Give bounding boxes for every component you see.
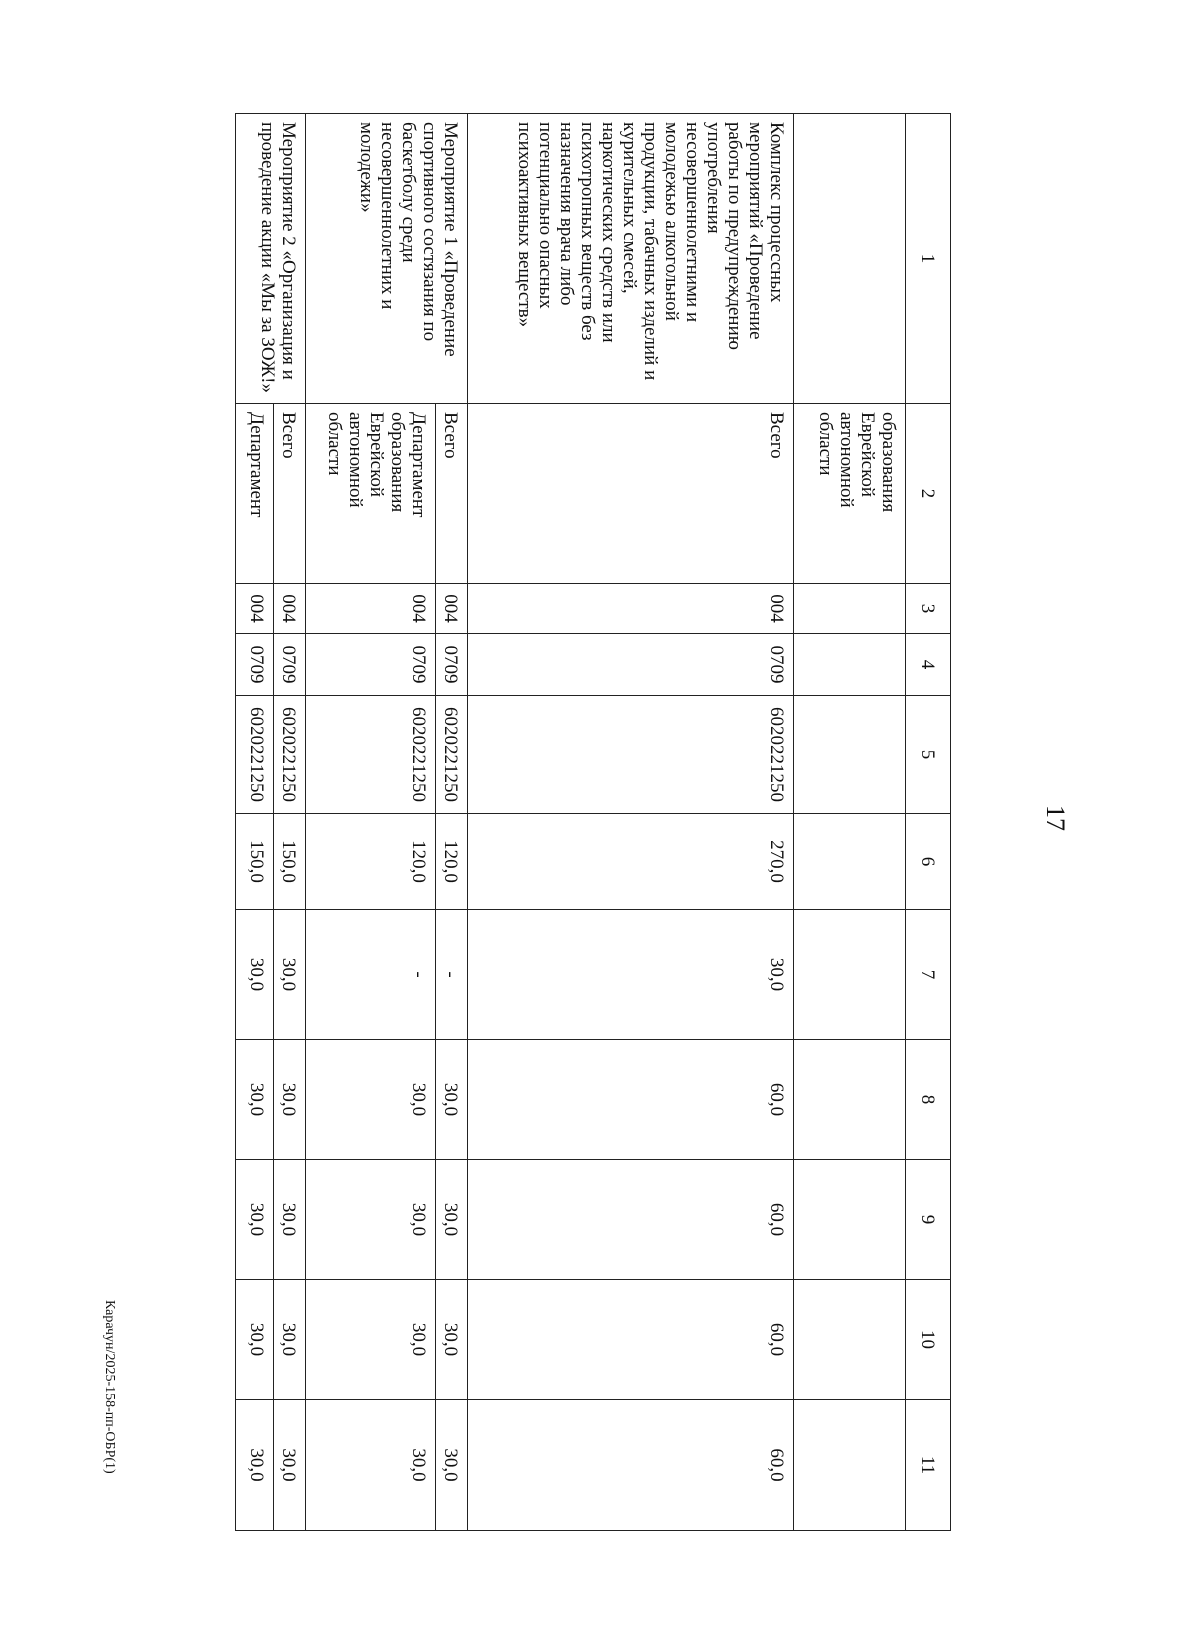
year-cell: 30,0	[306, 1280, 436, 1400]
event-name-cell	[794, 114, 906, 404]
header-cell: 3	[906, 584, 951, 634]
year-cell	[794, 910, 906, 1040]
header-cell: 4	[906, 634, 951, 696]
code-cell: 004	[274, 584, 306, 634]
table-row	[436, 114, 468, 1531]
header-cell: 2	[906, 404, 951, 584]
total-cell: 120,0	[436, 814, 468, 910]
executor-cell: Всего	[468, 404, 794, 584]
header-cell: 5	[906, 696, 951, 814]
year-cell: 60,0	[468, 1160, 794, 1280]
year-cell: 30,0	[274, 1280, 306, 1400]
target-article-cell: 6020221250	[306, 696, 436, 814]
budget-table	[235, 113, 951, 1531]
document-footer-code: Карачун/2025-158-пп-ОБР(1)	[102, 1300, 117, 1474]
event-name-cell: Мероприятие 1 «Проведение спортивного состязания по баскетболу среди несовершеннолетних и молодежи»	[306, 114, 468, 404]
code-cell: 004	[468, 584, 794, 634]
year-cell: -	[436, 910, 468, 1040]
year-cell: 30,0	[306, 1040, 436, 1160]
executor-cell: Департамент образования Еврейской автономной области	[306, 404, 436, 584]
executor-cell: Всего	[274, 404, 306, 584]
year-cell: 30,0	[236, 1280, 274, 1400]
year-cell: 30,0	[274, 910, 306, 1040]
target-article-cell: 6020221250	[274, 696, 306, 814]
section-cell: 0709	[468, 634, 794, 696]
year-cell: 30,0	[436, 1040, 468, 1160]
total-cell: 270,0	[468, 814, 794, 910]
target-article-cell: 6020221250	[436, 696, 468, 814]
section-cell	[794, 634, 906, 696]
year-cell: 30,0	[274, 1400, 306, 1531]
year-cell: 30,0	[236, 1040, 274, 1160]
year-cell: 30,0	[436, 1160, 468, 1280]
year-cell: 30,0	[306, 1160, 436, 1280]
code-cell: 004	[436, 584, 468, 634]
total-cell	[794, 814, 906, 910]
event-name-cell: Комплекс процессных мероприятий «Проведение работы по предупреждению употребления несовершеннолетними и молодежью алкогольной продукции, табачных изделий и курительных смесей, наркотических средств или психотропных веществ без назначения врача либо потенциально опасных психоактивных веществ»	[468, 114, 794, 404]
table-row	[274, 114, 306, 1531]
total-cell: 150,0	[236, 814, 274, 910]
executor-cell: Департамент	[236, 404, 274, 584]
code-cell: 004	[236, 584, 274, 634]
target-article-cell: 6020221250	[236, 696, 274, 814]
event-name-cell: Мероприятие 2 «Организация и проведение акции «Мы за ЗОЖ!»	[236, 114, 306, 404]
section-cell: 0709	[436, 634, 468, 696]
section-cell: 0709	[236, 634, 274, 696]
year-cell	[794, 1280, 906, 1400]
target-article-cell	[794, 696, 906, 814]
header-cell: 10	[906, 1280, 951, 1400]
year-cell: 30,0	[236, 910, 274, 1040]
header-cell: 1	[906, 114, 951, 404]
header-cell: 7	[906, 910, 951, 1040]
header-row	[906, 114, 951, 1531]
year-cell: 30,0	[436, 1400, 468, 1531]
code-cell: 004	[306, 584, 436, 634]
year-cell: 30,0	[236, 1400, 274, 1531]
target-article-cell: 6020221250	[468, 696, 794, 814]
year-cell: 30,0	[236, 1160, 274, 1280]
year-cell	[794, 1040, 906, 1160]
year-cell	[794, 1400, 906, 1531]
section-cell: 0709	[306, 634, 436, 696]
table-row	[794, 114, 906, 1531]
year-cell: 30,0	[306, 1400, 436, 1531]
header-cell: 8	[906, 1040, 951, 1160]
executor-cell: образования Еврейской автономной области	[794, 404, 906, 584]
year-cell: 60,0	[468, 1400, 794, 1531]
header-cell: 6	[906, 814, 951, 910]
executor-cell: Всего	[436, 404, 468, 584]
year-cell: 60,0	[468, 1040, 794, 1160]
total-cell: 120,0	[306, 814, 436, 910]
year-cell: 30,0	[436, 1280, 468, 1400]
code-cell	[794, 584, 906, 634]
year-cell: 30,0	[274, 1160, 306, 1280]
page-number: 17	[1041, 805, 1070, 831]
year-cell: 60,0	[468, 1280, 794, 1400]
table-row	[468, 114, 794, 1531]
year-cell: 30,0	[274, 1040, 306, 1160]
year-cell: -	[306, 910, 436, 1040]
year-cell: 30,0	[468, 910, 794, 1040]
year-cell	[794, 1160, 906, 1280]
header-cell: 9	[906, 1160, 951, 1280]
header-cell: 11	[906, 1400, 951, 1531]
section-cell: 0709	[274, 634, 306, 696]
total-cell: 150,0	[274, 814, 306, 910]
